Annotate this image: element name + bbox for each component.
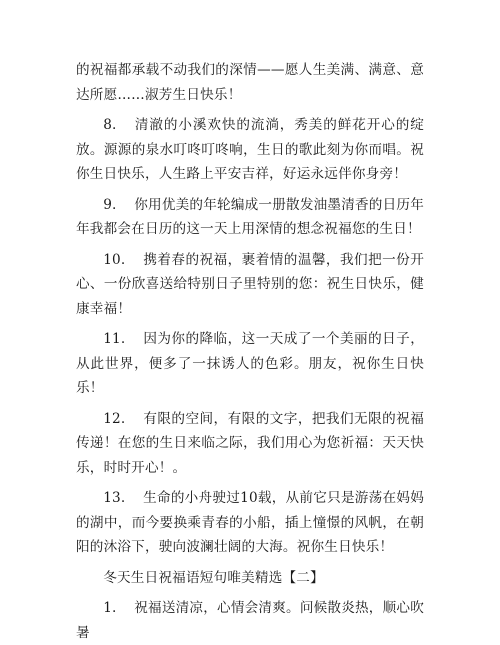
list-item-partial [76, 596, 424, 641]
item-number: 1. [103, 600, 117, 617]
item-number: 10. [103, 251, 126, 268]
paragraph-text: 有限的空间，有限的文字，把我们无限的祝福传递！在您的生日来临之际，我们用心为您祈福：天天快乐，时时开心！。 [76, 410, 424, 476]
item-number: 11. [103, 331, 126, 348]
list-item [76, 248, 424, 322]
list-item [76, 486, 424, 560]
item-number: 13. [103, 490, 126, 507]
document-body [76, 58, 424, 641]
paragraph-text: 你用优美的年轮编成一册散发油墨清香的日历年年我都会在日历的这一天上用深情的想念祝福您的生日！ [76, 196, 424, 238]
paragraph-text: 祝福送清凉，心情会清爽。问候散炎热，顺心吹暑 [76, 600, 424, 641]
list-item [76, 193, 424, 242]
item-number: 12. [103, 410, 126, 427]
paragraph-text: 生命的小舟驶过10载，从前它只是游荡在妈妈的湖中，而今要换乘青春的小船，插上憧憬的风帆，在朝阳的沐浴下，驶向波澜壮阔的大海。祝你生日快乐！ [76, 490, 424, 556]
list-item [76, 113, 424, 187]
paragraph-text: 的祝福都承载不动我们的深情——愿人生美满、满意、意达所愿……淑芳生日快乐！ [76, 62, 424, 103]
item-number: 9. [103, 196, 117, 213]
section-heading: 冬天生日祝福语短句唯美精选【二】 [103, 569, 324, 586]
list-item [76, 407, 424, 481]
paragraph-text: 清澈的小溪欢快的流淌，秀美的鲜花开心的绽放。源源的泉水叮咚叮咚响，生日的歌此刻为你而唱。祝你生日快乐，人生路上平安吉祥，好运永远伴你身旁！ [76, 116, 424, 183]
paragraph-continuation [76, 58, 424, 107]
paragraph-text: 因为你的降临，这一天成了一个美丽的日子，从此世界，便多了一抹诱人的色彩。朋友，祝你生日快乐！ [76, 331, 424, 397]
paragraph-text: 携着春的祝福，裹着情的温馨，我们把一份开心、一份欣喜送给特别日子里特别的您：祝生日快乐，健康幸福！ [76, 251, 424, 317]
list-item [76, 327, 424, 401]
item-number: 8. [103, 116, 117, 133]
